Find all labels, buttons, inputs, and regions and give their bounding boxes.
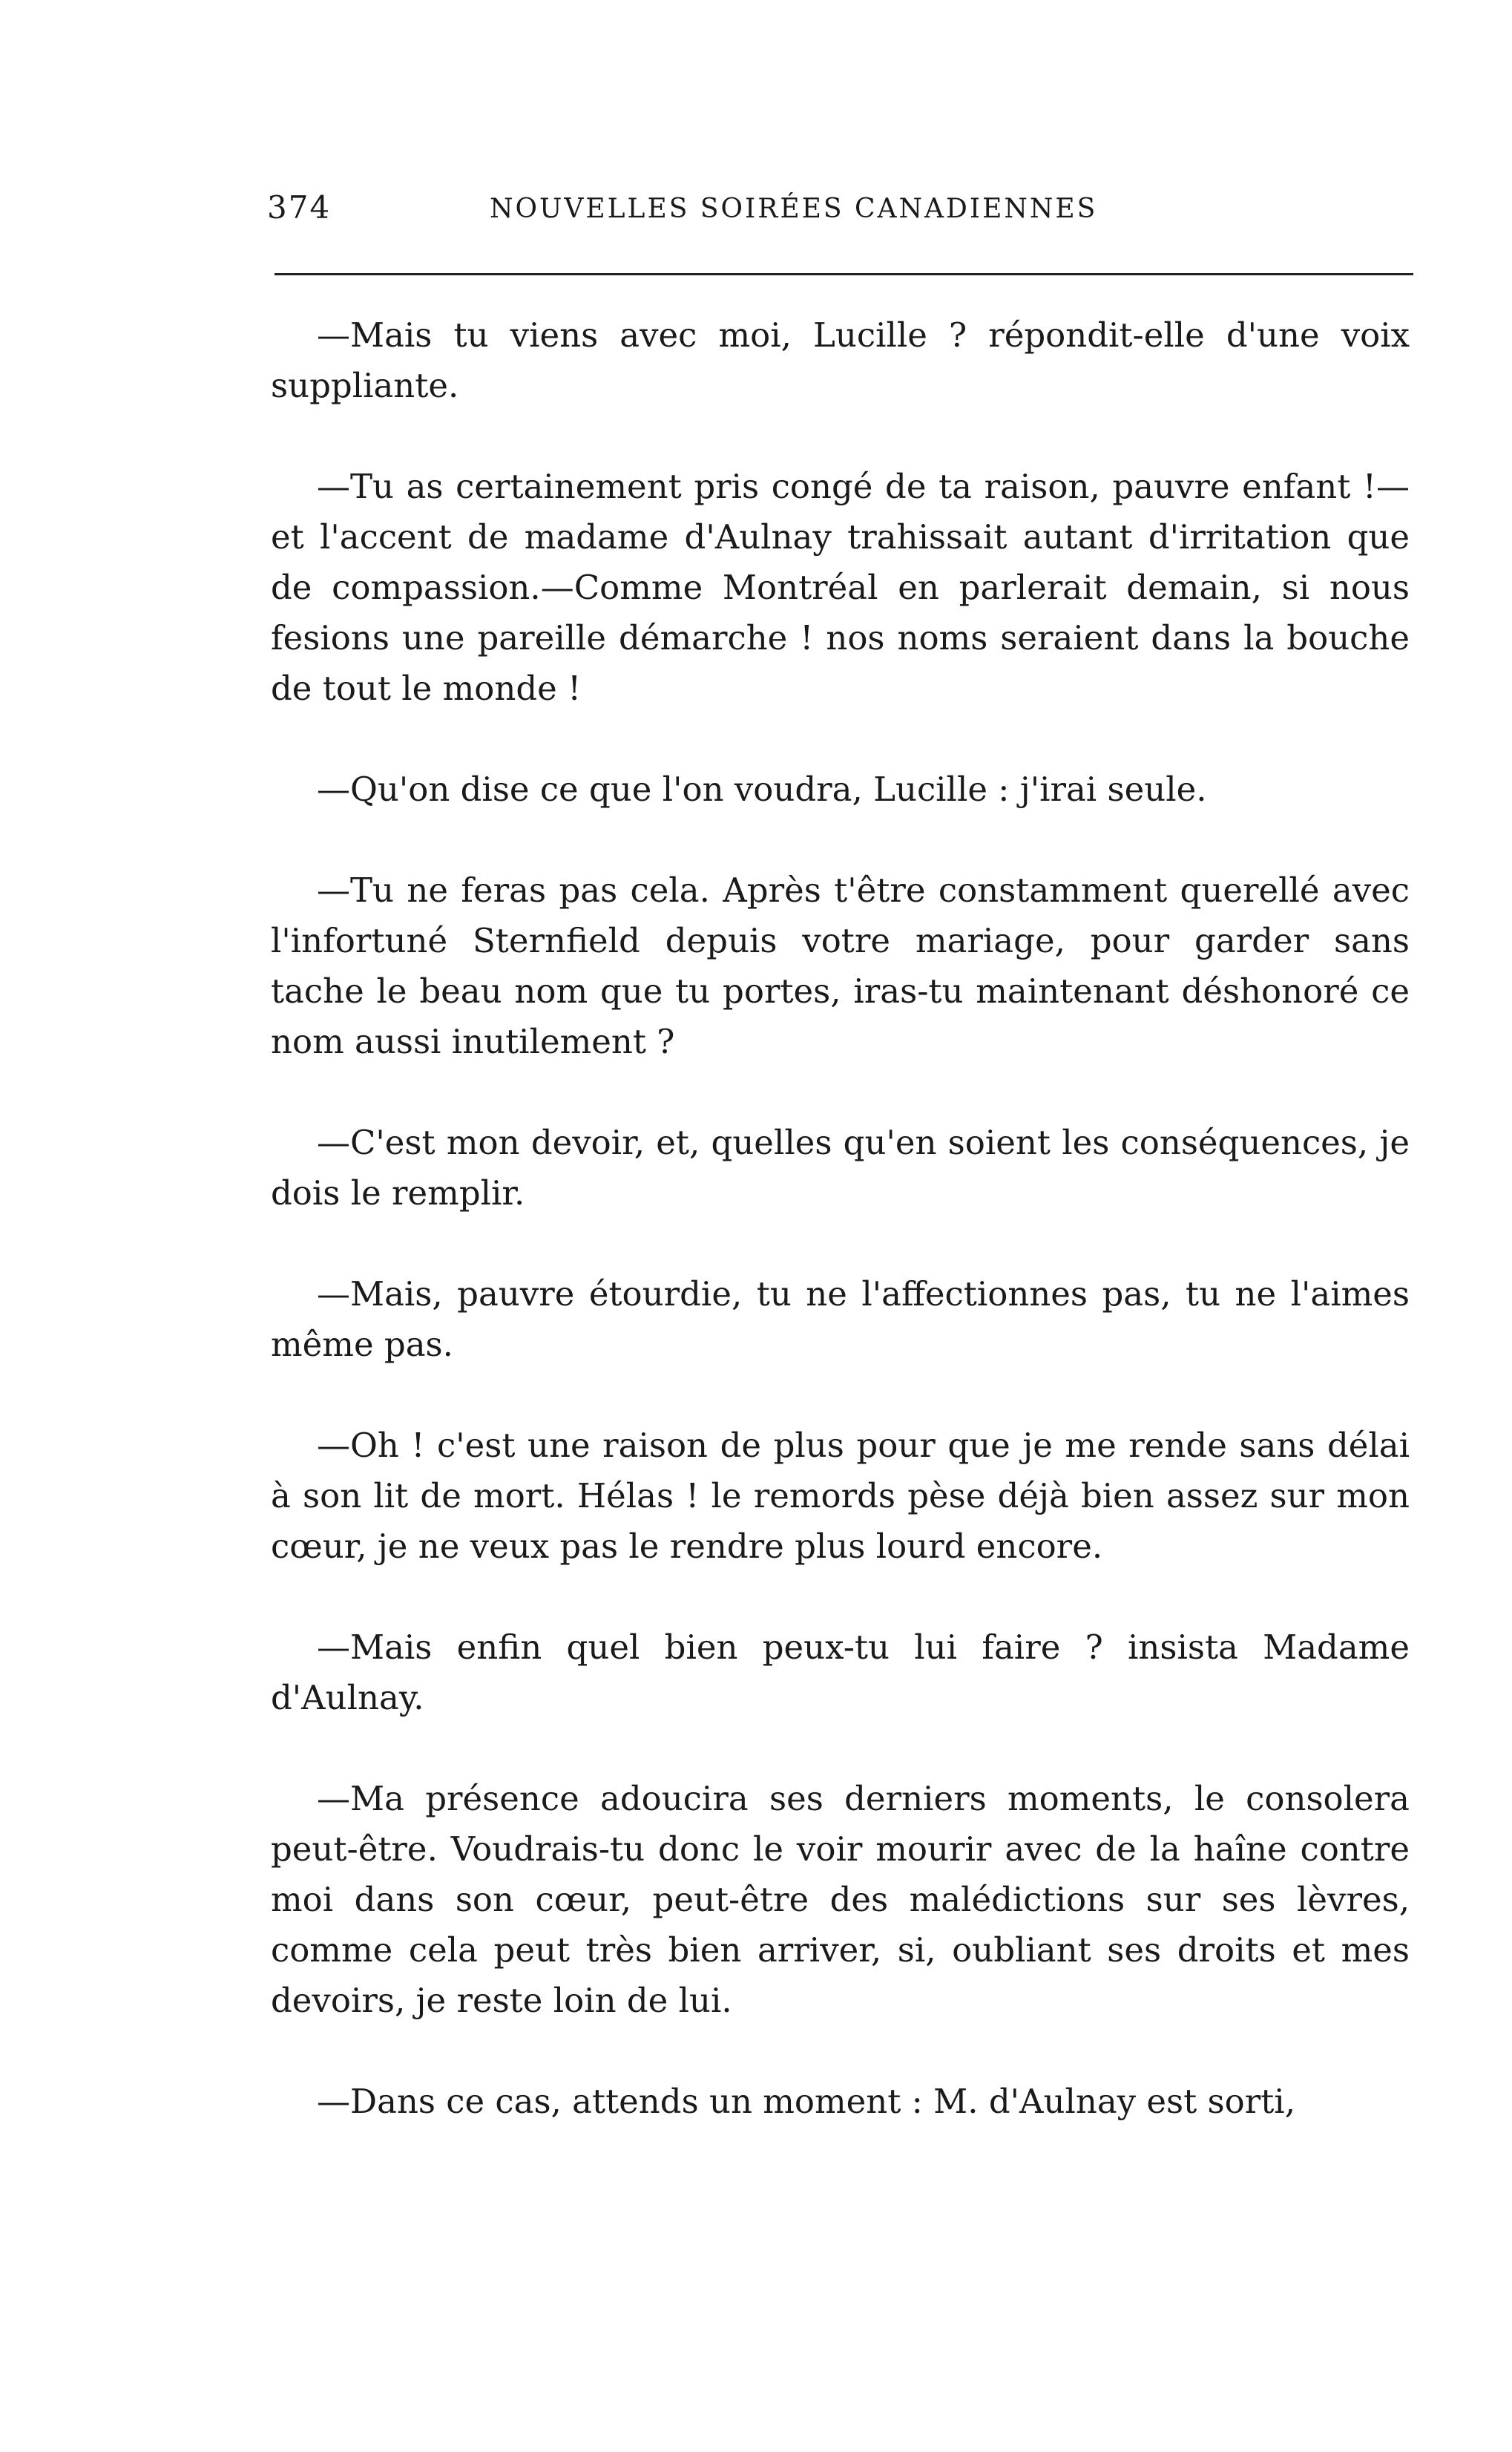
body-text	[271, 310, 1410, 2127]
paragraph: —Oh ! c'est une raison de plus pour que je me rende sans délai à son lit de mort. Hélas ! le remords pèse déjà bien assez sur mon cœur, je ne veux pas le rendre plus lourd encore.	[271, 1426, 1410, 1566]
running-title: NOUVELLES SOIRÉES CANADIENNES	[490, 194, 1098, 224]
paragraph: —Tu as certainement pris congé de ta raison, pauvre enfant !—et l'accent de madame d'Aulnay trahissait autant d'irritation que de compassion.—Comme Montréal en parlerait demain, si nous fesions une pareille démarche ! nos noms seraient dans la bouche de tout le monde !	[271, 467, 1410, 708]
page-number: 374	[267, 189, 332, 226]
header-rule	[275, 273, 1413, 275]
paragraph: —Mais, pauvre étourdie, tu ne l'affectionnes pas, tu ne l'aimes même pas.	[271, 1274, 1410, 1364]
paragraph: —C'est mon devoir, et, quelles qu'en soient les conséquences, je dois le remplir.	[271, 1123, 1410, 1213]
paragraph: —Tu ne feras pas cela. Après t'être constamment querellé avec l'infortuné Sternfield depuis votre mariage, pour garder sans tache le beau nom que tu portes, iras-tu maintenant déshonoré ce nom aussi inutilement ?	[271, 871, 1410, 1061]
paragraph: —Mais enfin quel bien peux-tu lui faire ? insista Madame d'Aulnay.	[271, 1627, 1410, 1717]
paragraph: —Mais tu viens avec moi, Lucille ? répondit-elle d'une voix suppliante.	[271, 315, 1410, 405]
paragraph: —Dans ce cas, attends un moment : M. d'Aulnay est sorti,	[317, 2082, 1295, 2121]
paragraph: —Qu'on dise ce que l'on voudra, Lucille : j'irai seule.	[317, 770, 1207, 809]
paragraph: —Ma présence adoucira ses derniers moments, le consolera peut-être. Voudrais-tu donc le voir mourir avec de la haîne contre moi dans son cœur, peut-être des malédictions sur ses lèvres, comme cela peut très bien arriver, si, oubliant ses droits et mes devoirs, je reste loin de lui.	[271, 1779, 1410, 2020]
page-header	[267, 189, 1410, 234]
